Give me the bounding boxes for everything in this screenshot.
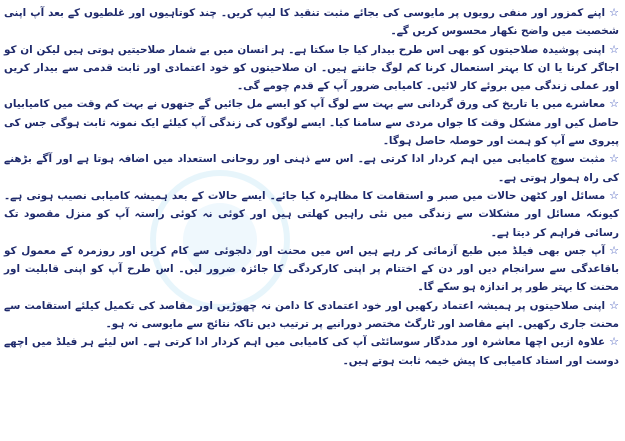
tip-text: اپنی پوشیدہ صلاحیتوں کو بھی اس طرح بیدار کیا جا سکتا ہے۔ ہر انسان میں بے شمار صلاحیتیں ہوتی ہیں لیکن ان کو اجاگر کرنا یا ان کا بہتر استعمال کرنا کم لوگ جانتے ہیں۔ ان صلاحیتوں کو خود اعتمادی اور ثابت قدمی سے بیدار کریں اور عملی زندگی میں بروئے کار لائیں۔ کامیابی ضرور آپ کے قدم چومے گی۔ [4,43,619,93]
urdu-tips-document [4,4,619,370]
tip-text: معاشرے میں یا تاریخ کی ورق گردانی سے بہت سے لوگ آپ کو ایسے مل جائیں گے جنھوں نے بہت کم وقت میں کامیابیاں حاصل کیں اور مشکل وقت کا جواں مردی سے سامنا کیا۔ ایسے لوگوں کی زندگی آپ کیلئے ایک نمونہ ثابت ہوگی جس کی پیروی سے آپ کو ہمت اور حوصلہ حاصل ہوگا۔ [4,98,619,148]
tip-paragraph-4 [4,150,619,187]
tip-paragraph-7 [4,297,619,334]
tip-paragraph-1 [4,4,619,41]
star-bullet-icon: ☆ [609,335,619,349]
tip-paragraph-3 [4,95,619,150]
tip-paragraph-2 [4,41,619,96]
tip-text: علاوہ ازیں اچھا معاشرہ اور مددگار سوسائٹی آپ کی کامیابی میں اہم کردار ادا کرتی ہے۔ اس لیئے ہر فیلڈ میں اچھے دوست اور استاد کامیابی کا پیش خیمہ ثابت ہوتے ہیں۔ [4,336,619,367]
tip-text: آپ جس بھی فیلڈ میں طبع آزمائی کر رہے ہیں اس میں محنت اور دلجوئی سے کام کریں اور روزمرہ کے معمول کو باقاعدگی سے سرانجام دیں اور دن کے اختتام پر اپنی کارکردگی کا جائزہ ضرور لیں۔ اس طرح آپ کو اپنی قابلیت اور محنت کا بہتر طور پر اندازہ ہو سکے گا۔ [4,244,619,294]
tip-text: اپنی صلاحیتوں پر ہمیشہ اعتماد رکھیں اور خود اعتمادی کا دامن نہ چھوڑیں اور مقاصد کی تکمیل کیلئے استقامت سے محنت جاری رکھیں۔ اپنے مقاصد اور ٹارگٹ مختصر دورانیے پر ترتیب دیں تاکہ نتائج سے مایوسی نہ ہو۔ [4,299,619,331]
tip-paragraph-6 [4,242,619,297]
star-bullet-icon: ☆ [609,6,619,19]
star-bullet-icon: ☆ [609,188,619,202]
tip-text: مثبت سوچ کامیابی میں اہم کردار ادا کرتی ہے۔ اس سے ذہنی اور روحانی استعداد میں اضافہ ہوتا ہے اور آگے بڑھنے کی راہ ہموار ہوتی ہے۔ [4,153,619,184]
tip-paragraph-8 [4,333,619,370]
star-bullet-icon: ☆ [609,243,619,257]
star-bullet-icon: ☆ [609,298,619,312]
star-bullet-icon: ☆ [609,42,619,56]
tip-text: مسائل اور کٹھن حالات میں صبر و استقامت کا مظاہرہ کیا جائے۔ ایسے حالات کے بعد ہمیشہ کامیابی نصیب ہوتی ہے۔ کیونکہ مسائل اور مشکلات سے زندگی میں نئی راہیں کھلتی ہیں اور کوئی نہ کوئی راستہ آپ کو منزل مقصود تک رسائی فراہم کر دیتا ہے۔ [4,189,619,239]
tip-paragraph-5 [4,187,619,242]
star-bullet-icon: ☆ [609,152,619,166]
tip-text: اپنے کمزور اور منفی رویوں پر مایوسی کی بجائے مثبت تنقید کا لیپ کریں۔ چند کوتاہیوں اور غلطیوں کے بعد آپ اپنی شخصیت میں واضح نکھار محسوس کریں گے۔ [4,7,619,38]
star-bullet-icon: ☆ [609,97,619,111]
